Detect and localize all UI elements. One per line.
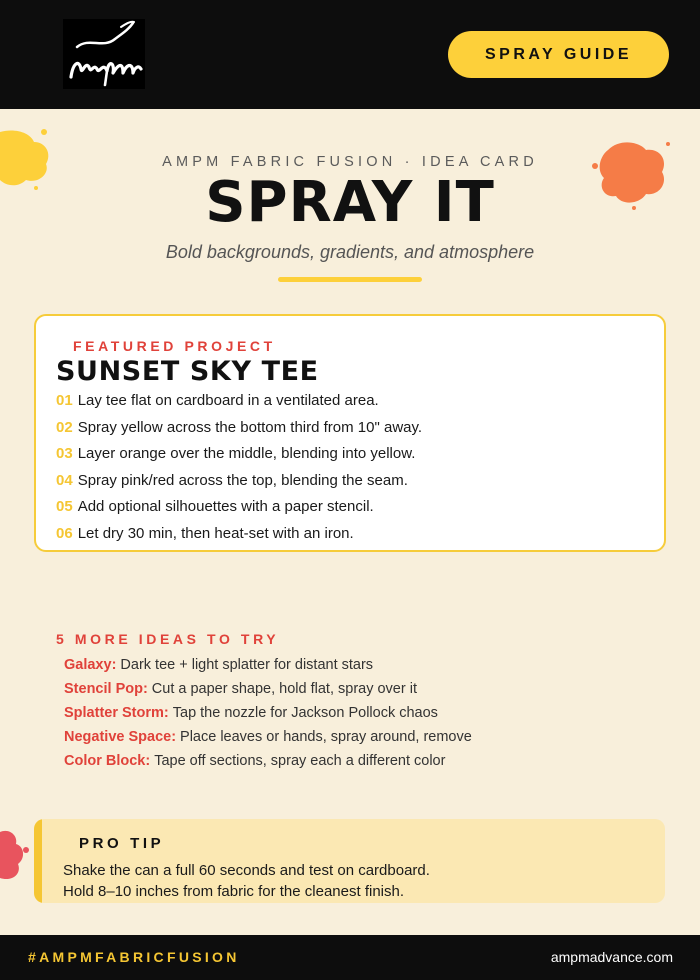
step-text: Add optional silhouettes with a paper stencil. [77, 498, 374, 516]
step-number: 01 [56, 392, 73, 409]
step-number: 05 [56, 498, 73, 516]
page-subtitle: Bold backgrounds, gradients, and atmosphere [165, 242, 535, 262]
hero-eyebrow: AMPM FABRIC FUSION · IDEA CARD [162, 154, 538, 170]
step-item [56, 445, 422, 472]
featured-eyebrow: FEATURED PROJECT [73, 338, 276, 354]
idea-name: Splatter Storm: [64, 705, 169, 721]
idea-item [64, 705, 472, 729]
step-number: 02 [56, 418, 73, 436]
pro-tip-text [63, 860, 430, 902]
step-number: 03 [56, 445, 73, 463]
step-item [56, 525, 422, 552]
step-text: Spray pink/red across the top, blending the seam. [77, 471, 408, 489]
idea-item [64, 729, 472, 753]
step-number: 04 [56, 471, 73, 489]
idea-item [64, 657, 472, 681]
footer-hashtag[interactable]: #AMPMFABRICFUSION [28, 949, 240, 965]
pro-tip-box [34, 819, 665, 903]
pro-tip-line: Hold 8–10 inches from fabric for the cleanest finish. [63, 883, 405, 900]
idea-text: Cut a paper shape, hold flat, spray over it [151, 681, 417, 697]
pink-paint-splat [0, 826, 34, 890]
step-item [56, 419, 422, 446]
page-title: SPRAY IT [205, 170, 495, 235]
title-divider [278, 277, 422, 282]
idea-text: Dark tee + light splatter for distant stars [120, 657, 374, 673]
spray-guide-button[interactable]: SPRAY GUIDE [448, 31, 669, 78]
idea-item [64, 753, 472, 777]
featured-title: SUNSET SKY TEE [56, 356, 319, 387]
step-text: Lay tee flat on cardboard in a ventilated area. [77, 392, 379, 409]
step-text: Let dry 30 min, then heat-set with an iron. [77, 524, 354, 542]
step-item [56, 472, 422, 499]
ideas-list [64, 657, 472, 777]
header-bar [0, 0, 700, 109]
footer-bar [0, 935, 700, 980]
step-item [56, 498, 422, 525]
idea-item [64, 681, 472, 705]
ampm-logo[interactable] [63, 19, 145, 89]
ideas-heading: 5 MORE IDEAS TO TRY [56, 631, 280, 647]
idea-name: Color Block: [64, 753, 151, 769]
featured-project-card [34, 314, 666, 552]
step-text: Spray yellow across the bottom third from 10" away. [77, 418, 423, 436]
idea-text: Tap the nozzle for Jackson Pollock chaos [172, 705, 438, 721]
idea-text: Tape off sections, spray each a different color [154, 753, 446, 769]
step-list [56, 392, 422, 552]
step-text: Layer orange over the middle, blending into yellow. [77, 445, 416, 463]
step-number: 06 [56, 524, 73, 542]
pro-tip-line: Shake the can a full 60 seconds and test on cardboard. [63, 862, 430, 879]
idea-text: Place leaves or hands, spray around, remove [180, 729, 472, 745]
pro-tip-heading: PRO TIP [79, 835, 165, 852]
footer-website-link[interactable]: ampmadvance.com [550, 949, 673, 965]
idea-name: Negative Space: [64, 729, 177, 745]
step-item [56, 392, 422, 419]
idea-name: Stencil Pop: [64, 681, 148, 697]
pro-tip-accent-bar [34, 819, 42, 903]
idea-name: Galaxy: [64, 657, 117, 673]
